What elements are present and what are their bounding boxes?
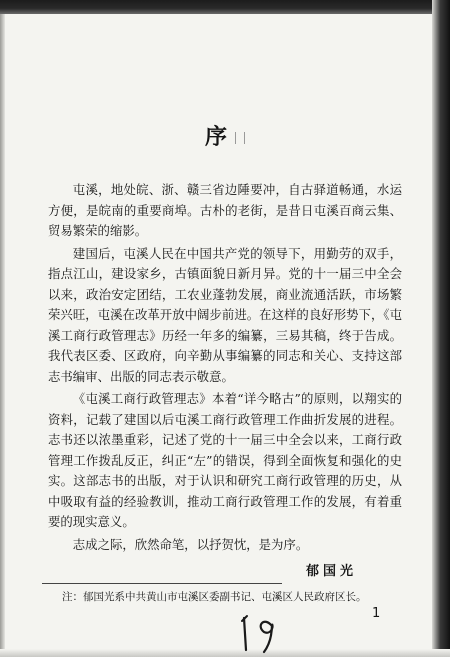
paragraph-4: 志成之际，欣然命笔，以抒贺忱，是为序。 bbox=[72, 536, 309, 552]
footnote-divider bbox=[42, 583, 282, 584]
handwritten-page-number bbox=[236, 612, 286, 654]
scan-edge-right bbox=[432, 0, 450, 657]
footnote: 注：郁国光系中共黄山市屯溪区委副书记、屯溪区人民政府区长。 bbox=[62, 591, 367, 603]
author-signature: 郁国光 bbox=[306, 564, 358, 579]
title-margin-mark bbox=[235, 132, 245, 144]
paragraph-1: 屯溪，地处皖、浙、赣三省边陲要冲，自古驿道畅通，水运方便，是皖南的重要商埠。古朴的老街，是昔日屯溪百商云集、贸易繁荣的缩影。 bbox=[48, 182, 402, 238]
scan-edge-top bbox=[0, 0, 450, 14]
paragraph-2: 建国后，屯溪人民在中国共产党的领导下，用勤劳的双手，指点江山，建设家乡，古镇面貌日新月异。党的十一届三中全会以来，政治安定团结，工农业蓬勃发展，商业流通活跃，市场繁荣兴旺，屯溪在改革开放中阔步前进。在这样的良好形势下，《屯溪工商行政管理志》历经一年多的编纂，三易其稿，终于告成。我代表区委、区政府，向辛勤从事编纂的同志和关心、支持这部志书编审、出版的同志表示敬意。 bbox=[48, 245, 402, 384]
scan-edge-bottom bbox=[0, 649, 450, 657]
preface-body bbox=[48, 180, 402, 557]
page-title bbox=[0, 120, 450, 151]
scan-edge-left bbox=[0, 0, 5, 657]
page-number: 1 bbox=[372, 606, 381, 621]
paragraph-3: 《屯溪工商行政管理志》本着“详今略古”的原则，以翔实的资料，记载了建国以后屯溪工商行政管理工作曲折发展的进程。志书还以浓墨重彩，记述了党的十一届三中全会以来，工商行政管理工作拨乱反正，纠正“左”的错误，得到全面恢复和强化的史实。这部志书的出版，对于认识和研究工商行政管理的历史，从中吸取有益的经验教训，推动工商行政管理工作的发展，有着重要的现实意义。 bbox=[48, 391, 402, 529]
page-title-text: 序 bbox=[204, 124, 229, 150]
